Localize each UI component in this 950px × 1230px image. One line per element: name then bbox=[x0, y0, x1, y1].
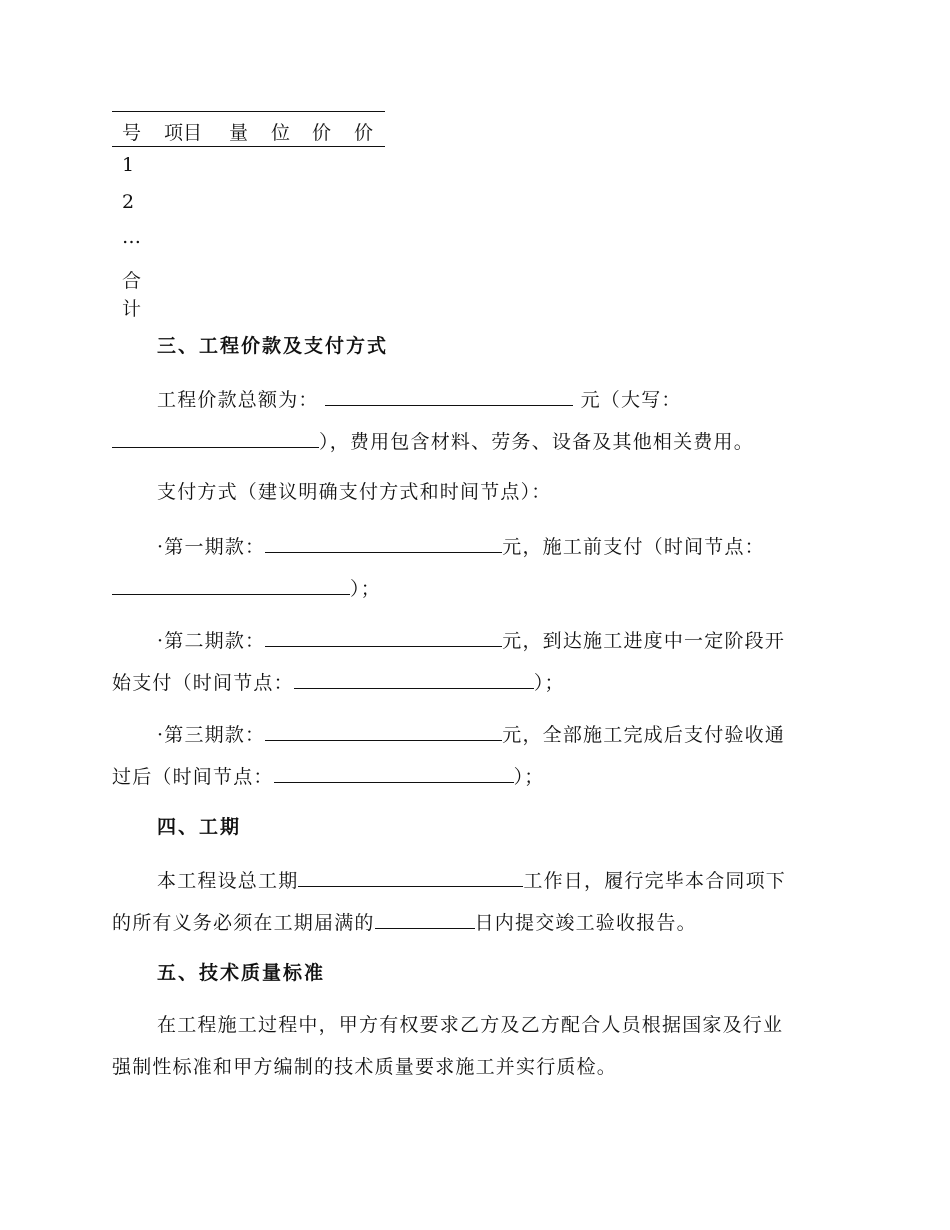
payment-3-date-blank[interactable] bbox=[274, 762, 514, 783]
table-row-1: 1 bbox=[122, 154, 135, 176]
total-amount-suffix: ），费用包含材料、劳务、设备及其他相关费用。 bbox=[319, 431, 754, 453]
total-amount-line bbox=[157, 385, 682, 413]
acceptance-label: 的所有义务必须在工期届满的 bbox=[112, 912, 375, 934]
section-5-heading: 五、技术质量标准 bbox=[157, 962, 326, 984]
table-header-quantity: 量 bbox=[229, 122, 249, 144]
section-4-heading: 四、工期 bbox=[157, 816, 242, 838]
payment-2-line2-label: 始支付（时间节点： bbox=[112, 672, 294, 694]
total-amount-blank[interactable] bbox=[325, 385, 573, 406]
table-header-unit: 位 bbox=[271, 122, 291, 144]
payment-2-date-blank[interactable] bbox=[294, 668, 534, 689]
duration-line bbox=[157, 866, 786, 894]
payment-2-line bbox=[157, 626, 785, 654]
total-amount-line-2 bbox=[112, 427, 754, 455]
total-capital-blank[interactable] bbox=[112, 427, 319, 448]
duration-label: 本工程设总工期 bbox=[157, 870, 299, 892]
payment-3-line bbox=[157, 720, 785, 748]
table-header-rule bbox=[112, 146, 385, 147]
table-row-2: 2 bbox=[122, 191, 135, 213]
acceptance-suffix: 日内提交竣工验收报告。 bbox=[474, 912, 697, 934]
payment-1-label: ·第一期款： bbox=[157, 536, 266, 558]
payment-3-end: ）； bbox=[513, 766, 545, 788]
payment-3-amount-blank[interactable] bbox=[265, 720, 502, 741]
total-amount-label: 工程价款总额为： bbox=[157, 389, 319, 411]
payment-intro: 支付方式（建议明确支付方式和时间节点）： bbox=[157, 481, 552, 503]
table-row-total-1: 合 bbox=[122, 270, 142, 292]
payment-1-end: ）； bbox=[350, 578, 381, 600]
acceptance-days-blank[interactable] bbox=[375, 908, 475, 929]
table-header-no: 号 bbox=[122, 122, 142, 144]
total-amount-yuan: 元（大写： bbox=[580, 389, 682, 411]
table-top-rule bbox=[112, 111, 385, 112]
payment-1-line bbox=[157, 532, 765, 560]
payment-3-label: ·第三期款： bbox=[157, 724, 266, 746]
quality-line-2: 强制性标准和甲方编制的技术质量要求施工并实行质检。 bbox=[112, 1056, 618, 1078]
table-header-total: 价 bbox=[354, 122, 374, 144]
acceptance-line bbox=[112, 908, 697, 936]
payment-1-date-blank[interactable] bbox=[112, 574, 350, 595]
payment-2-line-2 bbox=[112, 668, 565, 696]
payment-2-mid: 元，到达施工进度中一定阶段开 bbox=[502, 630, 786, 652]
section-3-heading: 三、工程价款及支付方式 bbox=[157, 335, 389, 357]
duration-suffix: 工作日，履行完毕本合同项下 bbox=[523, 870, 787, 892]
table-header-item: 项目 bbox=[164, 122, 203, 144]
payment-2-end: ）； bbox=[533, 672, 565, 694]
payment-3-line2-label: 过后（时间节点： bbox=[112, 766, 274, 788]
payment-1-line-2 bbox=[112, 574, 381, 602]
quality-line-1: 在工程施工过程中，甲方有权要求乙方及乙方配合人员根据国家及行业 bbox=[157, 1014, 784, 1036]
table-header-price: 价 bbox=[312, 122, 332, 144]
payment-1-amount-blank[interactable] bbox=[265, 532, 502, 553]
duration-days-blank[interactable] bbox=[298, 866, 523, 887]
payment-3-line-2 bbox=[112, 762, 545, 790]
payment-2-amount-blank[interactable] bbox=[265, 626, 502, 647]
table-row-ellipsis: … bbox=[122, 226, 141, 248]
table-row-total-2: 计 bbox=[122, 298, 142, 320]
payment-3-mid: 元，全部施工完成后支付验收通 bbox=[502, 724, 786, 746]
payment-1-mid: 元，施工前支付（时间节点： bbox=[502, 536, 765, 558]
payment-2-label: ·第二期款： bbox=[157, 630, 266, 652]
